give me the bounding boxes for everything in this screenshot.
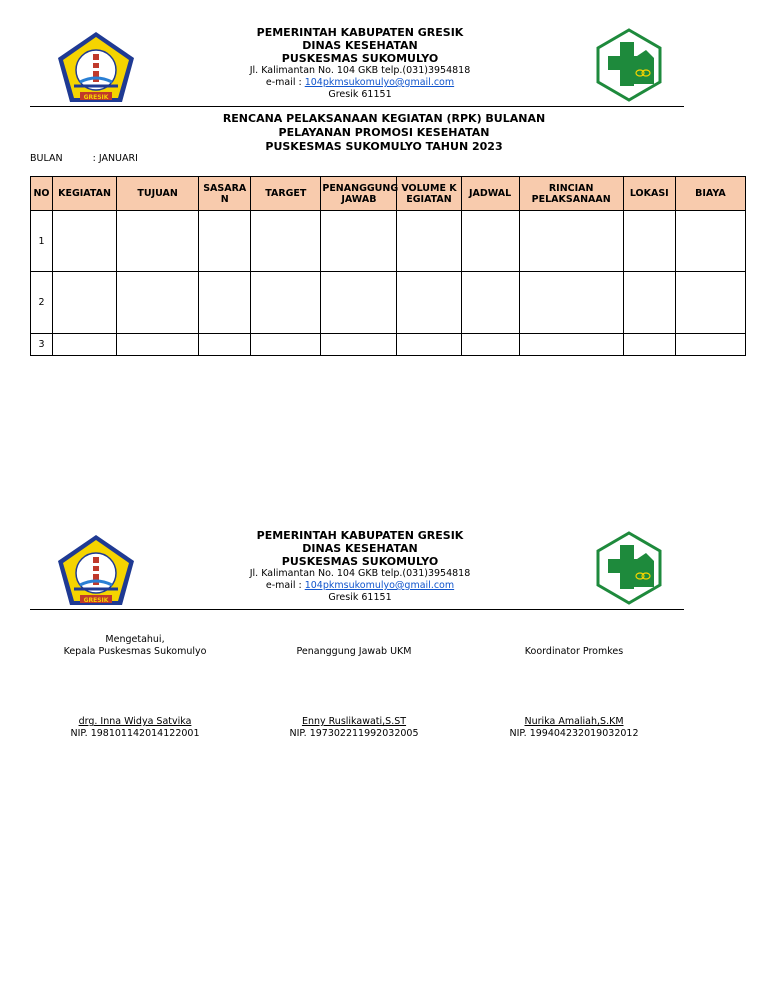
gresik-emblem-icon <box>56 30 136 104</box>
table-cell <box>397 211 461 272</box>
header-cell: NO <box>31 177 53 211</box>
header-cell: VOLUME KEGIATAN <box>397 177 461 211</box>
table-row <box>31 211 746 272</box>
sig-right-nip: NIP. 199404232019032012 <box>509 728 639 739</box>
letterhead-text <box>200 529 520 604</box>
table-cell <box>623 211 675 272</box>
sig-right-name: Nurika Amaliah,S.KM <box>524 716 624 727</box>
table-cell <box>199 211 251 272</box>
table-cell <box>321 272 397 334</box>
gov-name: PEMERINTAH KABUPATEN GRESIK <box>256 26 464 39</box>
address: Jl. Kalimantan No. 104 GKB telp.(031)3954818 <box>249 568 471 579</box>
table-cell <box>623 334 675 356</box>
table-cell <box>461 334 519 356</box>
table-cell <box>117 334 199 356</box>
sig-center-nip: NIP. 197302211992032005 <box>289 728 419 739</box>
signature-center <box>259 634 449 740</box>
table-row <box>31 272 746 334</box>
month-value: : JANUARI <box>92 153 138 164</box>
document-title <box>150 112 618 154</box>
header-cell: KEGIATAN <box>53 177 117 211</box>
letterhead-bottom <box>0 529 768 629</box>
table-cell <box>117 272 199 334</box>
sig-center-line1: Penanggung Jawab UKM <box>296 646 412 657</box>
table-cell <box>519 211 623 272</box>
header-cell: JADWAL <box>461 177 519 211</box>
puskesmas-name: PUSKESMAS SUKOMULYO <box>281 555 439 568</box>
address: Jl. Kalimantan No. 104 GKB telp.(031)3954818 <box>249 65 471 76</box>
puskesmas-logo-icon <box>594 28 664 102</box>
signature-right <box>479 634 669 740</box>
signature-left <box>40 634 230 740</box>
table-cell <box>199 272 251 334</box>
letterhead-divider <box>30 609 684 610</box>
table-cell <box>199 334 251 356</box>
table-cell <box>321 211 397 272</box>
table-cell <box>675 272 745 334</box>
email-link[interactable]: 104pkmsukomulyo@gmail.com <box>304 77 455 88</box>
table-cell <box>53 334 117 356</box>
sig-left-line2: Kepala Puskesmas Sukomulyo <box>63 646 207 657</box>
header-cell: SASARAN <box>199 177 251 211</box>
agency-name: DINAS KESEHATAN <box>302 39 418 52</box>
header-cell: TUJUAN <box>117 177 199 211</box>
gresik-emblem-icon <box>56 533 136 607</box>
row-number: 2 <box>31 272 53 334</box>
month-label: BULAN <box>30 153 63 164</box>
table-cell <box>519 334 623 356</box>
sig-right-line1: Koordinator Promkes <box>524 646 624 657</box>
row-number: 3 <box>31 334 53 356</box>
table-cell <box>53 272 117 334</box>
table-cell <box>623 272 675 334</box>
sig-left-nip: NIP. 198101142014122001 <box>70 728 200 739</box>
table-row <box>31 334 746 356</box>
rpk-table <box>30 176 746 356</box>
letterhead-divider <box>30 106 684 107</box>
city: Gresik 61151 <box>328 89 392 100</box>
header-cell: LOKASI <box>623 177 675 211</box>
title-line-1: RENCANA PELAKSANAAN KEGIATAN (RPK) BULANAN <box>222 112 546 125</box>
email-link[interactable]: 104pkmsukomulyo@gmail.com <box>304 580 455 591</box>
month-field <box>30 153 138 164</box>
header-cell: TARGET <box>251 177 321 211</box>
logo-caption: GRESIK <box>83 597 109 604</box>
letterhead-text <box>200 26 520 101</box>
agency-name: DINAS KESEHATAN <box>302 542 418 555</box>
email-line: e-mail : 104pkmsukomulyo@gmail.com <box>265 77 455 88</box>
table-cell <box>397 334 461 356</box>
table-cell <box>53 211 117 272</box>
table-cell <box>397 272 461 334</box>
puskesmas-logo-icon <box>594 531 664 605</box>
table-cell <box>461 211 519 272</box>
table-cell <box>675 334 745 356</box>
puskesmas-name: PUSKESMAS SUKOMULYO <box>281 52 439 65</box>
sig-center-name: Enny Ruslikawati,S.ST <box>301 716 407 727</box>
email-line: e-mail : 104pkmsukomulyo@gmail.com <box>265 580 455 591</box>
gov-name: PEMERINTAH KABUPATEN GRESIK <box>256 529 464 542</box>
city: Gresik 61151 <box>328 592 392 603</box>
table-cell <box>251 272 321 334</box>
table-cell <box>251 334 321 356</box>
table-cell <box>675 211 745 272</box>
letterhead-top <box>0 26 768 126</box>
header-cell: RINCIAN PELAKSANAAN <box>519 177 623 211</box>
logo-caption: GRESIK <box>83 94 109 101</box>
table-cell <box>321 334 397 356</box>
sig-left-name: drg. Inna Widya Satvika <box>78 716 192 727</box>
header-cell: PENANGGUNG JAWAB <box>321 177 397 211</box>
sig-left-line1: Mengetahui, <box>105 634 165 645</box>
title-line-2: PELAYANAN PROMOSI KESEHATAN <box>278 126 490 139</box>
table-cell <box>117 211 199 272</box>
table-header-row <box>31 177 746 211</box>
header-cell: BIAYA <box>675 177 745 211</box>
row-number: 1 <box>31 211 53 272</box>
title-line-3: PUSKESMAS SUKOMULYO TAHUN 2023 <box>265 140 503 153</box>
table-cell <box>461 272 519 334</box>
table-cell <box>251 211 321 272</box>
table-cell <box>519 272 623 334</box>
